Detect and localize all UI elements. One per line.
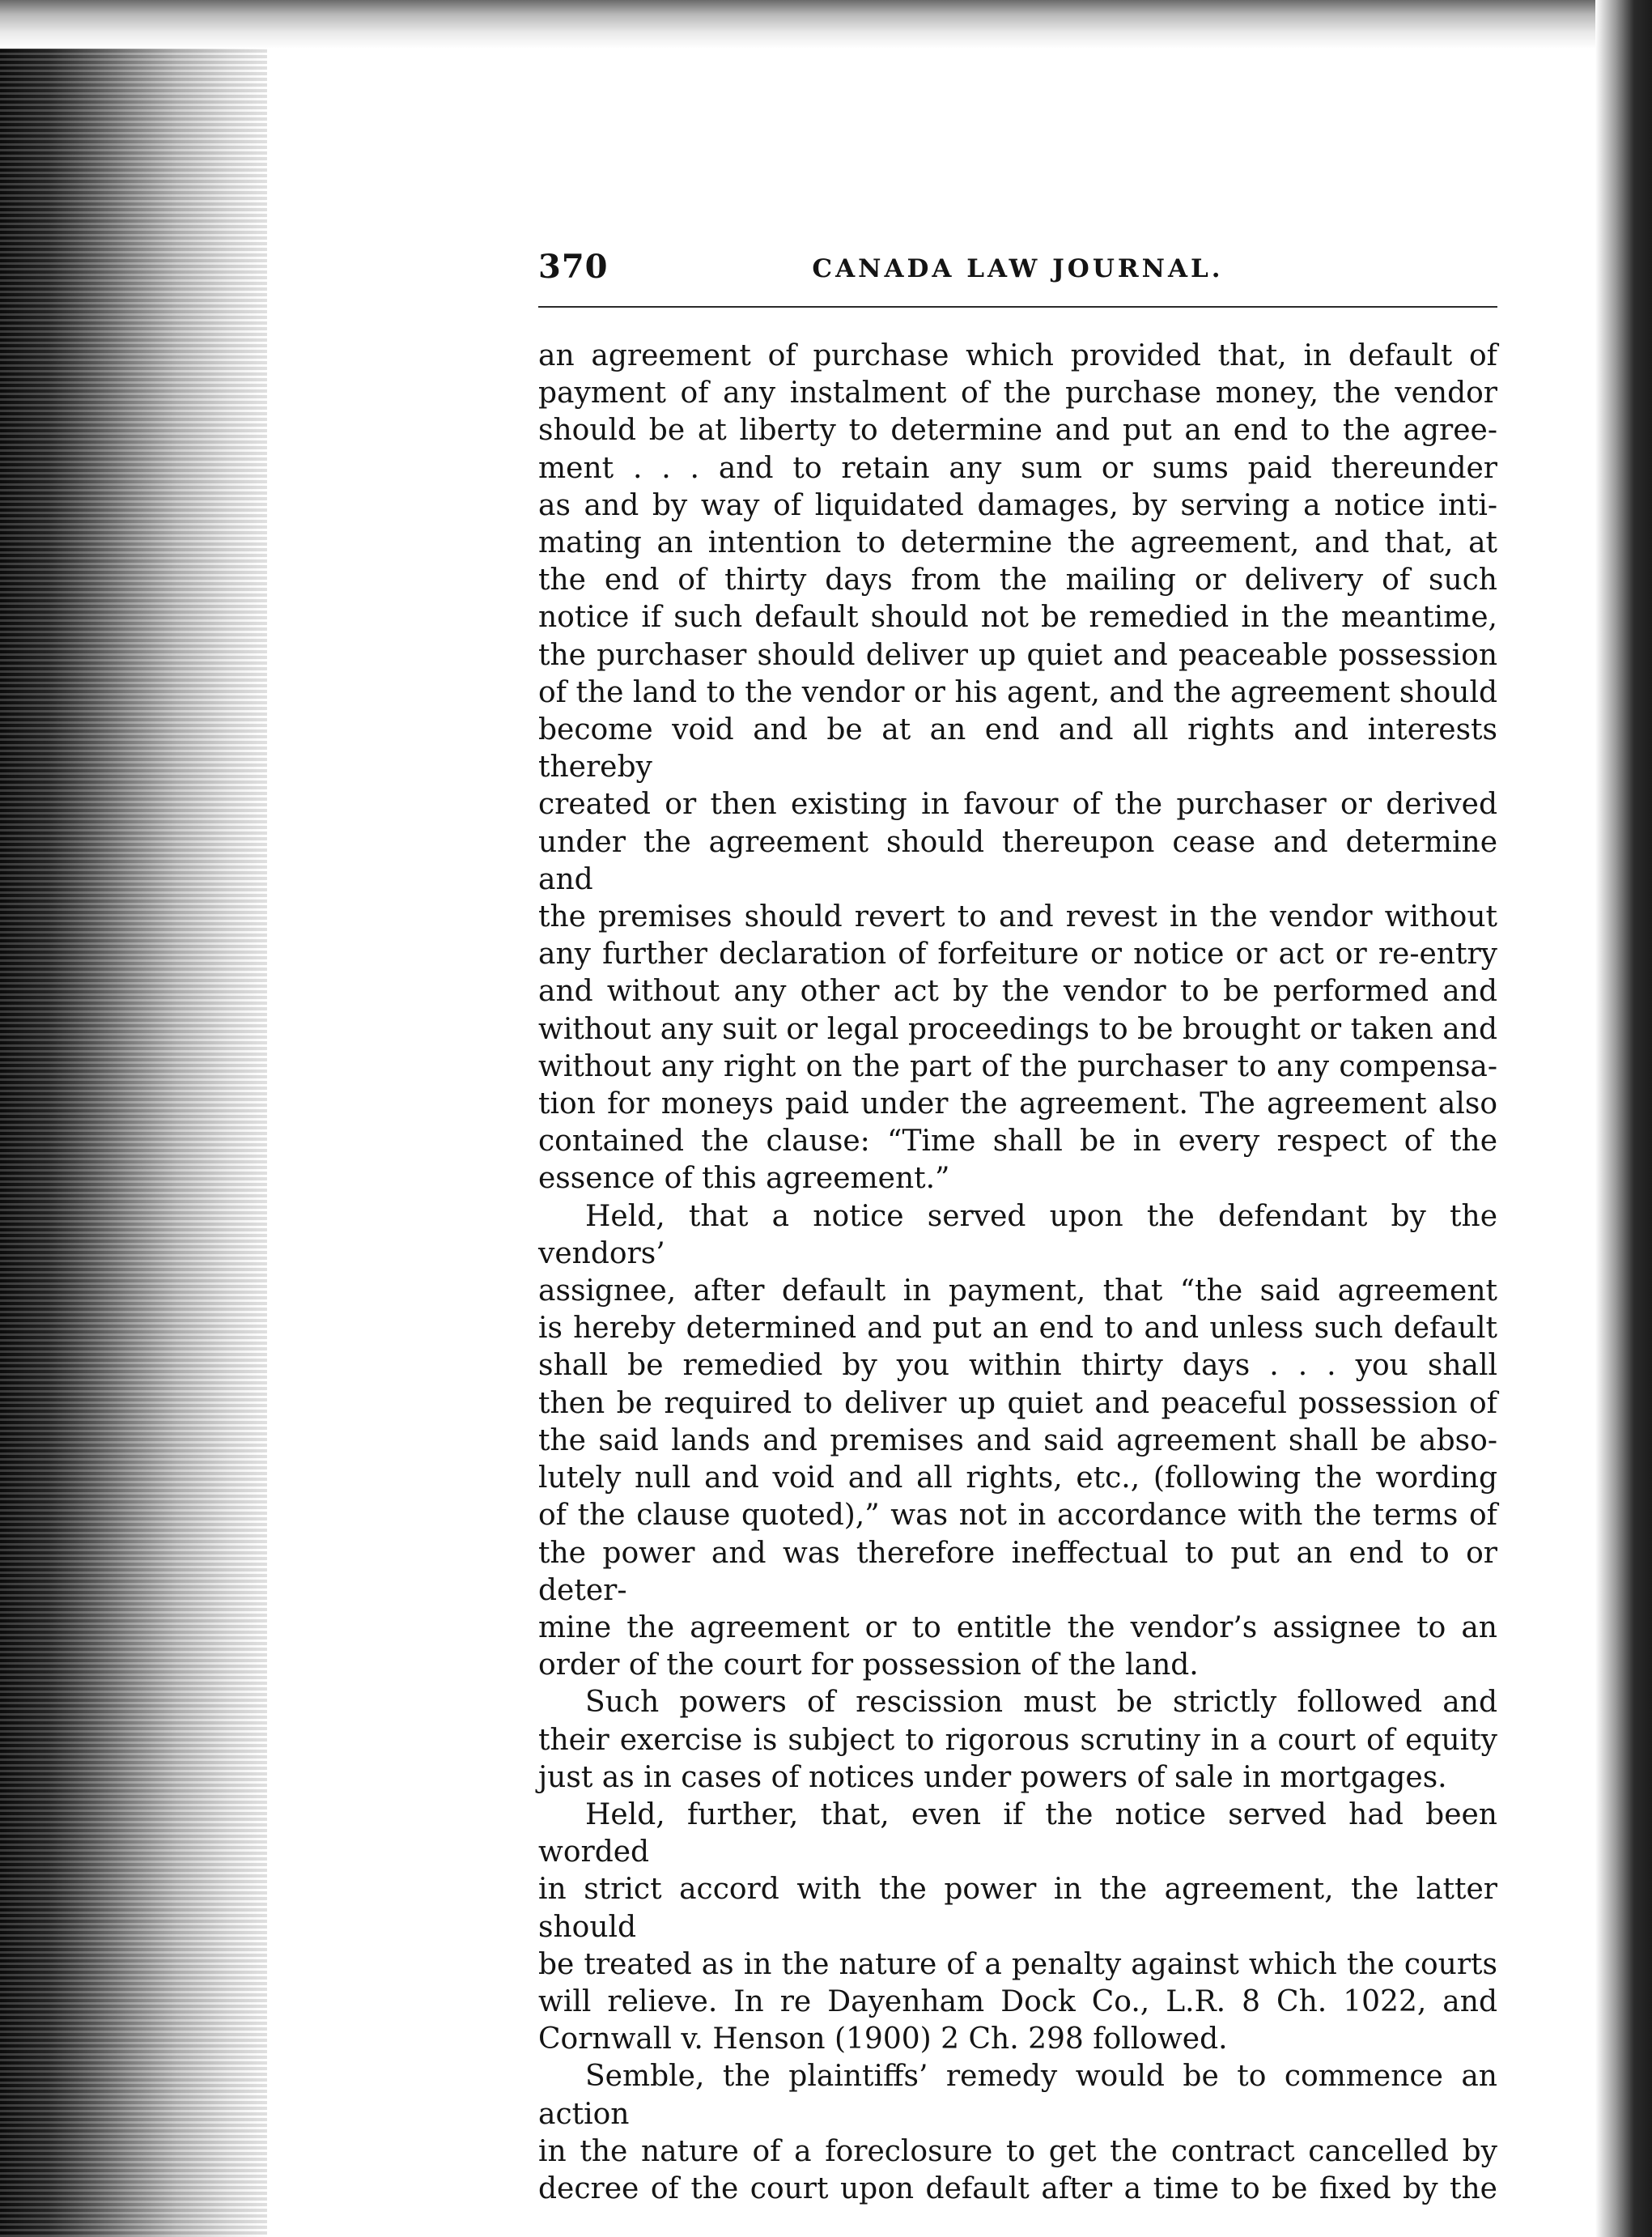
text-line: Held, further, that, even if the notice served had been worded	[538, 1797, 1497, 1869]
text-line: decree of the court upon default after a time to be fixed by the	[538, 2171, 1497, 2205]
text-line: under the agreement should thereupon cease and determine and	[538, 825, 1497, 896]
running-head: CANADA LAW JOURNAL.	[812, 254, 1224, 283]
text-line: essence of this agreement.”	[538, 1162, 950, 1196]
text-line: of the clause quoted),” was not in accordance with the terms of	[538, 1499, 1497, 1533]
text-line: as and by way of liquidated damages, by serving a notice inti-	[538, 488, 1497, 522]
text-line: Cornwall v. Henson (1900) 2 Ch. 298 followed.	[538, 2022, 1228, 2056]
text-line: then be required to deliver up quiet and peaceful possession of	[538, 1386, 1497, 1420]
text-line: Semble, the plaintiffs’ remedy would be to commence an action	[538, 2060, 1497, 2131]
body-text	[538, 338, 1497, 2208]
text-line: order of the court for possession of the land.	[538, 1648, 1199, 1682]
text-line: assignee, after default in payment, that “the said agreement	[538, 1274, 1497, 1308]
scan-top-shadow	[0, 0, 1652, 49]
text-line: the end of thirty days from the mailing or delivery of such	[538, 564, 1497, 598]
text-line: is hereby determined and put an end to and unless such default	[538, 1312, 1497, 1346]
scan-right-shadow	[1595, 0, 1652, 2237]
text-line: should be at liberty to determine and put an end to the agree-	[538, 414, 1497, 448]
text-line: and without any other act by the vendor to be performed and	[538, 975, 1497, 1009]
text-line: without any right on the part of the purchaser to any compensa-	[538, 1049, 1497, 1083]
text-line: the purchaser should deliver up quiet and peaceable possession	[538, 638, 1497, 672]
text-line: Such powers of rescission must be strictly followed and	[585, 1686, 1497, 1720]
text-line: without any suit or legal proceedings to be brought or taken and	[538, 1012, 1497, 1046]
text-line: Held, that a notice served upon the defendant by the vendors’	[538, 1199, 1497, 1270]
text-line: just as in cases of notices under powers of sale in mortgages.	[538, 1760, 1447, 1794]
paragraph-1	[538, 338, 1497, 1198]
header-rule	[538, 306, 1497, 308]
text-line: shall be remedied by you within thirty days . . . you shall	[538, 1349, 1497, 1383]
text-line: notice if such default should not be remedied in the meantime,	[538, 601, 1497, 635]
text-line: will relieve. In re Dayenham Dock Co., L.R. 8 Ch. 1022, and	[538, 1984, 1497, 2018]
text-line: the said lands and premises and said agreement shall be abso-	[538, 1423, 1497, 1457]
page-number: 370	[538, 248, 609, 286]
text-line: of the land to the vendor or his agent, and the agreement should	[538, 675, 1497, 709]
text-line: become void and be at an end and all rights and interests thereby	[538, 713, 1497, 785]
text-line: contained the clause: “Time shall be in every respect of the	[538, 1125, 1497, 1159]
text-line: an agreement of purchase which provided that, in default of	[538, 339, 1497, 372]
text-line: ment . . . and to retain any sum or sums paid thereunder	[538, 451, 1497, 485]
page-header	[538, 248, 1497, 296]
text-line: payment of any instalment of the purchase money, the vendor	[538, 376, 1497, 410]
text-line: the premises should revert to and revest in the vendor without	[538, 900, 1497, 934]
paragraph-2	[538, 1198, 1497, 1685]
text-line: any further declaration of forfeiture or notice or act or re-entry	[538, 938, 1497, 972]
paragraph-4	[538, 1797, 1497, 2058]
text-line: mating an intention to determine the agreement, and that, at	[538, 526, 1497, 560]
text-line: in the nature of a foreclosure to get the contract cancelled by	[538, 2134, 1497, 2168]
text-line: mine the agreement or to entitle the vendor’s assignee to an	[538, 1610, 1497, 1644]
text-line: be treated as in the nature of a penalty against which the courts	[538, 1947, 1497, 1981]
scan-binding-shadow	[0, 0, 267, 2237]
text-line: the power and was therefore ineffectual to put an end to or deter-	[538, 1536, 1497, 1607]
paragraph-3	[538, 1684, 1497, 1797]
paragraph-5	[538, 2058, 1497, 2208]
text-line: lutely null and void and all rights, etc., (following the wording	[538, 1461, 1497, 1495]
text-line: tion for moneys paid under the agreement. The agreement also	[538, 1087, 1497, 1121]
text-line: in strict accord with the power in the agreement, the latter should	[538, 1873, 1497, 1944]
text-line: created or then existing in favour of the purchaser or derived	[538, 788, 1497, 822]
text-line: their exercise is subject to rigorous scrutiny in a court of equity	[538, 1723, 1497, 1757]
